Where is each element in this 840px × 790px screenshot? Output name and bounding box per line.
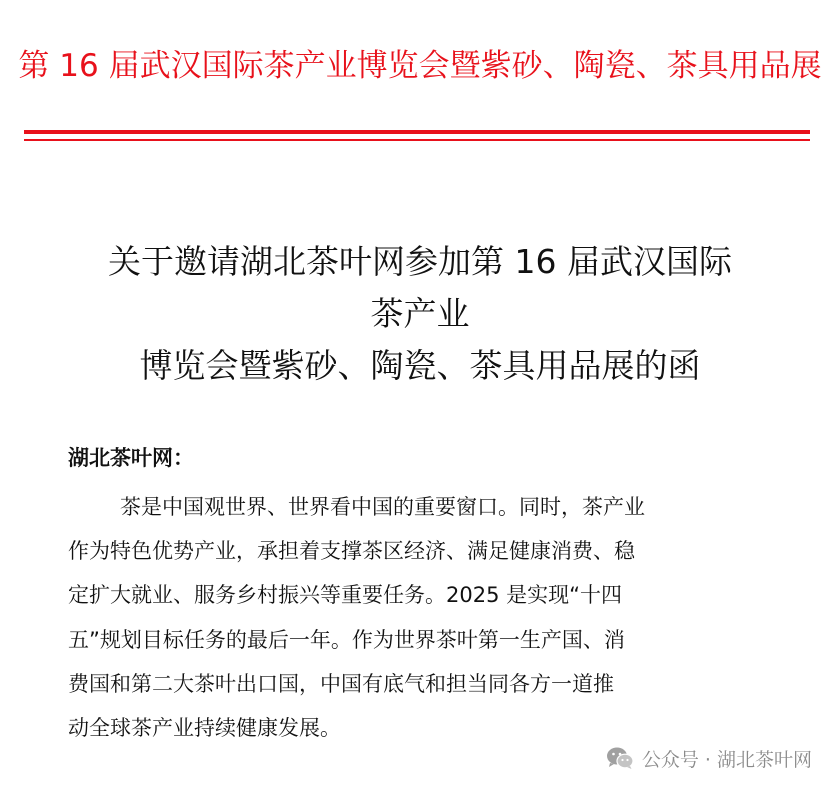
header-title: 第 16 届武汉国际茶产业博览会暨紫砂、陶瓷、茶具用品展 [18,48,822,84]
body-line: 作为特色优势产业，承担着支撑茶区经济、满足健康消费、稳 [68,539,635,564]
letter-title-line: 博览会暨紫砂、陶瓷、茶具用品展的函 [139,346,701,385]
salutation: 湖北茶叶网： [68,446,194,470]
wechat-watermark [606,740,812,776]
header-rule-thin [24,139,810,141]
body-line: 费国和第二大茶叶出口国，中国有底气和担当同各方一道推 [68,671,614,696]
letter-title [40,236,800,392]
letter-body [68,485,768,750]
letter-title-line: 茶产业 [370,294,470,333]
body-line: 茶是中国观世界、世界看中国的重要窗口。同时，茶产业 [120,495,645,519]
wechat-icon [606,746,634,770]
body-line: 定扩大就业、服务乡村振兴等重要任务。2025 是实现“十四 [68,583,622,608]
body-line: 五”规划目标任务的最后一年。作为世界茶叶第一生产国、消 [68,627,625,652]
body-line: 动全球茶产业持续健康发展。 [68,716,341,741]
watermark-text: 公众号 · 湖北茶叶网 [641,748,812,771]
header-rule-thick [24,130,810,134]
letter-title-line: 关于邀请湖北茶叶网参加第 16 届武汉国际 [108,242,732,281]
